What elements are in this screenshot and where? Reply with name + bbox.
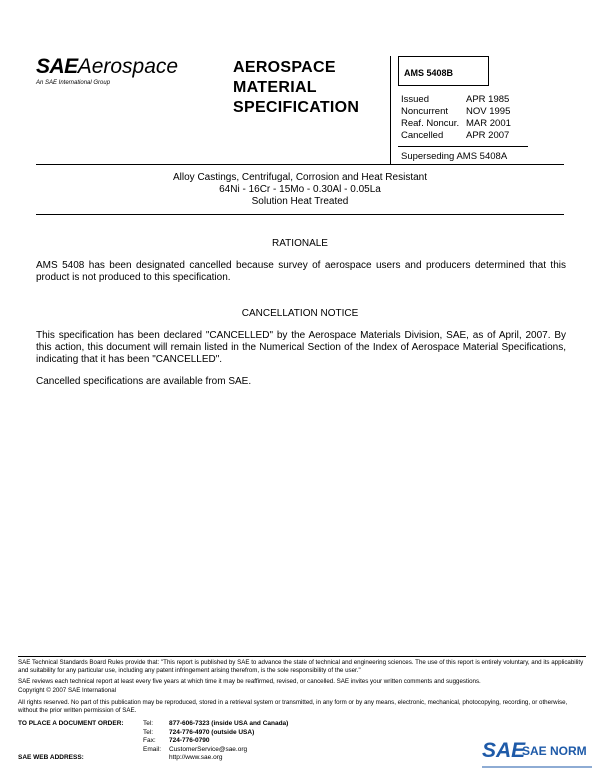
status-label: Cancelled bbox=[401, 130, 444, 141]
sae-aerospace-logo bbox=[36, 56, 178, 87]
document-number: AMS 5408B bbox=[404, 68, 454, 78]
title-line-2: MATERIAL bbox=[233, 79, 317, 96]
status-row bbox=[401, 130, 511, 142]
status-row bbox=[401, 106, 511, 118]
status-date: APR 2007 bbox=[466, 130, 510, 141]
web-address[interactable]: http://www.sae.org bbox=[169, 754, 223, 761]
logo-word: Aerospace bbox=[77, 55, 179, 78]
subject-divider bbox=[36, 214, 564, 215]
web-label: SAE WEB ADDRESS: bbox=[18, 754, 84, 761]
footer-copyright: Copyright © 2007 SAE International bbox=[18, 687, 117, 694]
status-label: Issued bbox=[401, 94, 429, 105]
sae-norm-watermark bbox=[482, 739, 587, 762]
superseding-note: Superseding AMS 5408A bbox=[401, 151, 508, 162]
status-divider bbox=[398, 146, 528, 147]
tel-label: Tel: bbox=[143, 720, 154, 727]
header-divider bbox=[36, 164, 564, 165]
footer-rights: All rights reserved. No part of this publication may be reproduced, stored in a retrieval system or transmitted, in any form or by any means, electronic, mechanical, photocopying, recording, or otherwise, without the prior written permission of SAE. bbox=[18, 699, 568, 714]
footer-rules: SAE Technical Standards Board Rules provide that: "This report is published by SAE to advance the state of technical and engineering sciences. The use of this report is entirely voluntary, and its applicability and suitability for any particular use, including any patent infringement arising therefrom, is the sole responsibility of the user." bbox=[18, 659, 584, 674]
status-dates bbox=[401, 94, 511, 142]
email-label: Email: bbox=[143, 745, 162, 753]
status-row bbox=[401, 94, 511, 106]
subject-line-3: Solution Heat Treated bbox=[251, 196, 349, 207]
cancellation-text: This specification has been declared "CANCELLED" by the Aerospace Materials Division, SAE, as of April, 2007. By this action, this document will remain listed in the Numerical Section of the Index of Aerospace Material Specifications, indicating that it has been "CANCELLED". bbox=[36, 330, 566, 365]
order-label: TO PLACE A DOCUMENT ORDER: bbox=[18, 720, 124, 727]
title-line-3: SPECIFICATION bbox=[233, 99, 360, 116]
subject-line-1: Alloy Castings, Centrifugal, Corrosion and Heat Resistant bbox=[172, 172, 427, 183]
sae-norm-mark: SAE bbox=[482, 739, 526, 762]
status-label: Reaf. Noncur. bbox=[401, 118, 460, 129]
status-date: NOV 1995 bbox=[466, 106, 511, 117]
status-row bbox=[401, 118, 511, 130]
document-number-box bbox=[398, 56, 489, 86]
logo-tagline: An SAE International Group bbox=[36, 80, 111, 86]
logo-brand: SAE bbox=[36, 55, 78, 78]
header-divider-vertical bbox=[390, 56, 391, 164]
tel-inside: 877-606-7323 (inside USA and Canada) bbox=[169, 720, 289, 727]
sae-norm-underline bbox=[482, 763, 592, 773]
order-contact bbox=[18, 720, 288, 763]
status-label: Noncurrent bbox=[401, 106, 448, 117]
fax-number: 724-776-0790 bbox=[169, 737, 210, 744]
tel-outside: 724-776-4970 (outside USA) bbox=[169, 728, 255, 736]
title-line-1: AEROSPACE bbox=[233, 59, 336, 76]
document-type-title bbox=[233, 58, 359, 118]
cancellation-availability: Cancelled specifications are available from SAE. bbox=[36, 376, 252, 387]
tel-label: Tel: bbox=[143, 728, 154, 736]
footer-divider bbox=[18, 656, 586, 657]
document-subject bbox=[36, 172, 564, 208]
email-address[interactable]: CustomerService@sae.org bbox=[169, 745, 248, 753]
status-date: MAR 2001 bbox=[466, 118, 511, 129]
subject-line-2: 64Ni - 16Cr - 15Mo - 0.30Al - 0.05La bbox=[219, 184, 381, 195]
cancellation-heading: CANCELLATION NOTICE bbox=[241, 308, 359, 319]
rationale-heading: RATIONALE bbox=[272, 238, 328, 249]
fax-label: Fax: bbox=[143, 737, 156, 744]
sae-norm-text: SAE NORM bbox=[522, 744, 587, 758]
status-date: APR 1985 bbox=[466, 94, 510, 105]
footer-review: SAE reviews each technical report at least every five years at which time it may be reaffirmed, revised, or cancelled. SAE invites your written comments and suggestions. bbox=[18, 678, 481, 685]
rationale-text: AMS 5408 has been designated cancelled because survey of aerospace users and producers determined that this product is not produced to this specification. bbox=[36, 260, 566, 283]
